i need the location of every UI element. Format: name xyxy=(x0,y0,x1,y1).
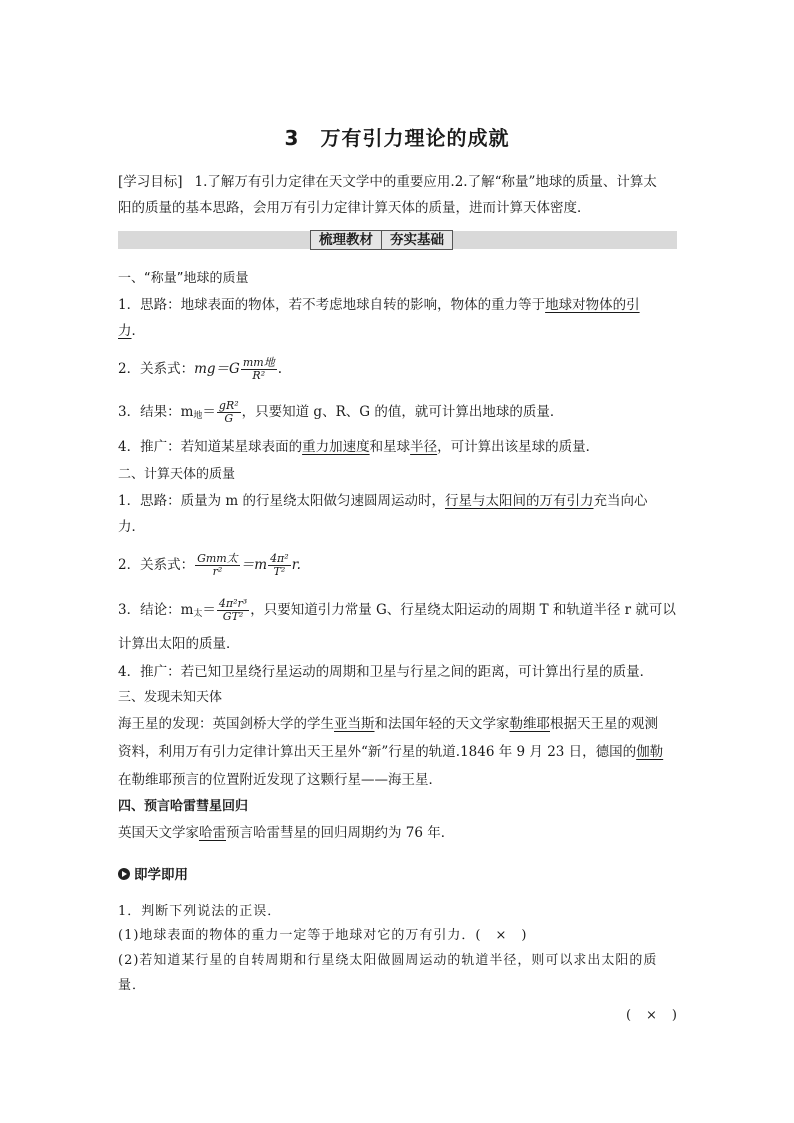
section2-p2: 2．关系式： $\frac{\text{Gmm太}}{\text{r²}}$ ＝m $\frac{\text{4π²}}{\text{T²}}$ r. xyxy=(118,552,301,578)
section3-heading: 三、发现未知天体 xyxy=(118,690,223,705)
section2-p3: 3．结论：$m_太=$ $\frac{\text{4π²r³}}{\text{GT²}}$ ，只要知道引力常量 G、行星绕太阳运动的周期 T 和轨道半径 r 就可以 xyxy=(118,597,676,623)
band-label-right: 夯实基础 xyxy=(382,230,453,250)
section2-p1: 1．思路：质量为 m 的行星绕太阳做匀速圆周运动时，行星与太阳间的万有引力充当向心 xyxy=(118,493,648,509)
section2-p1-cont: 力． xyxy=(118,519,145,535)
practice-q1-2-answer: ( × ) xyxy=(625,1008,678,1023)
section3-l1: 海王星的发现：英国剑桥大学的学生亚当斯和法国年轻的天文学家勒维耶根据天王星的观测 xyxy=(118,716,658,732)
page-title: 3 万有引力理论的成就 xyxy=(284,126,510,150)
section1-p2: 2．关系式：mg＝G $\frac{\text{mm地}}{\text{R²}}$ . xyxy=(118,356,282,382)
objectives-line-2: 阳的质量的基本思路，会用万有引力定律计算天体的质量，进而计算天体密度． xyxy=(118,200,591,216)
practice-q1-1: (1)地球表面的物体的重力一定等于地球对它的万有引力．( × ) xyxy=(118,928,528,943)
play-circle-icon xyxy=(118,868,130,880)
section3-l2: 资料，利用万有引力定律计算出天王星外“新”行星的轨道.1846 年 9 月 23 日，德国的伽勒 xyxy=(118,744,664,760)
practice-q1-2: (2)若知道某行星的自转周期和行星绕太阳做圆周运动的轨道半径，则可以求出太阳的质 xyxy=(118,953,658,968)
section4-text: 英国天文学家哈雷预言哈雷彗星的回归周期约为 76 年． xyxy=(118,825,455,841)
formula-fraction: $\frac{\text{gR²}}{G}$ xyxy=(218,399,239,425)
section2-p4: 4．推广：若已知卫星绕行星运动的周期和卫星与行星之间的距离，可计算出行星的质量． xyxy=(118,664,654,680)
objectives-label: [学习目标] xyxy=(118,174,183,190)
practice-q1: 1．判断下列说法的正误． xyxy=(118,904,282,919)
practice-heading: 即学即用 xyxy=(118,863,188,883)
section1-p1: 1．思路：地球表面的物体，若不考虑地球自转的影响，物体的重力等于地球对物体的引 xyxy=(118,297,640,313)
section1-p3: 3．结果：$m_地=$ $\frac{\text{gR²}}{G}$ ，只要知道 g、R、G 的值，就可计算出地球的质量． xyxy=(118,399,564,425)
section-band-label xyxy=(310,230,453,250)
section2-p3-cont: 计算出太阳的质量． xyxy=(118,636,240,652)
objectives-line-1: [学习目标] 1.了解万有引力定律在天文学中的重要应用.2.了解“称量”地球的质量、计算太 xyxy=(118,174,657,190)
section1-p1-cont: 力． xyxy=(118,323,145,339)
section1-p4: 4．推广：若知道某星球表面的重力加速度和星球半径，可计算出该星球的质量． xyxy=(118,439,600,455)
section3-l3: 在勒维耶预言的位置附近发现了这颗行星——海王星． xyxy=(118,772,442,788)
formula-fraction: $\frac{\text{Gmm太}}{\text{r²}}$ xyxy=(197,552,238,578)
section4-heading: 四、预言哈雷彗星回归 xyxy=(118,799,249,814)
section2-heading: 二、计算天体的质量 xyxy=(118,467,236,482)
formula-fraction: $\frac{\text{mm地}}{\text{R²}}$ xyxy=(242,356,275,382)
band-label-left: 梳理教材 xyxy=(310,230,382,250)
section1-heading: 一、“称量”地球的质量 xyxy=(118,271,249,286)
practice-q1-2-cont: 量． xyxy=(118,978,147,993)
formula-fraction: $\frac{\text{4π²}}{\text{T²}}$ xyxy=(270,552,289,578)
formula-fraction: $\frac{\text{4π²r³}}{\text{GT²}}$ xyxy=(218,597,248,623)
